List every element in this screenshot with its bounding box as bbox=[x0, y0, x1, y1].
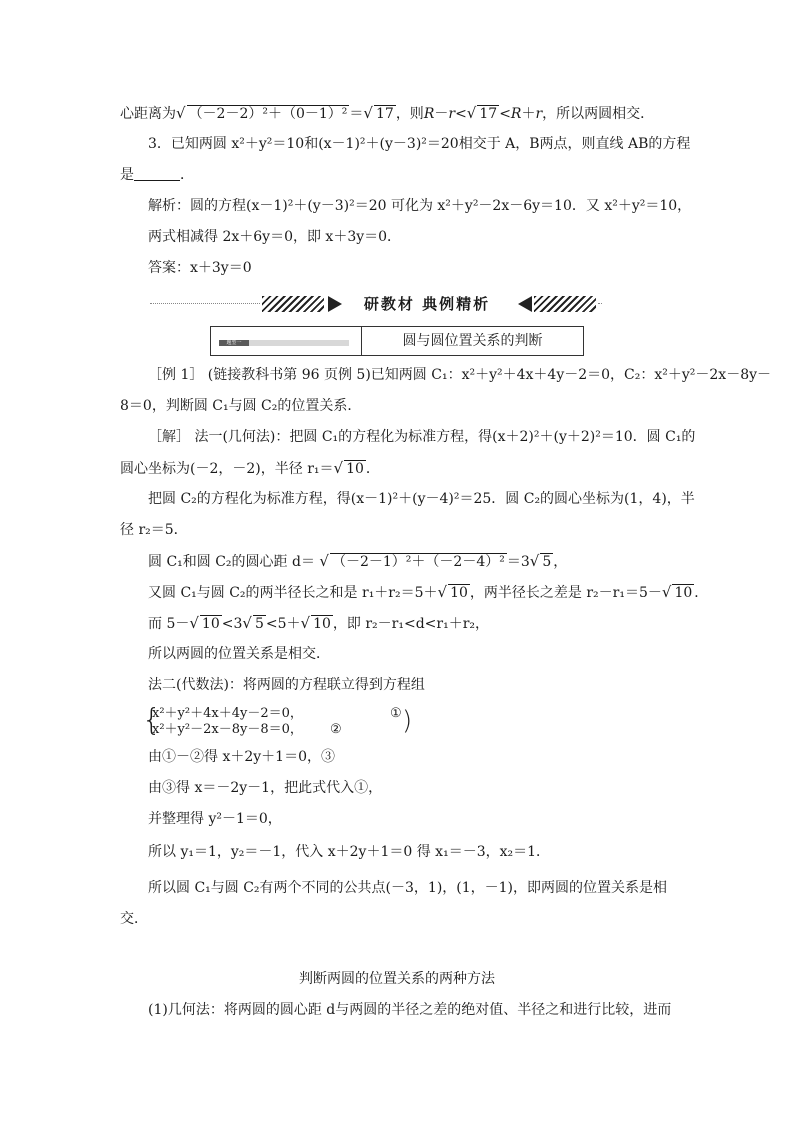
radical: 10 bbox=[450, 585, 468, 601]
problem-3-line-1: 3．已知两圆 x²＋y²＝10和(x－1)²＋(y－3)²＝20相交于 A，B两点，则直线 AB的方程 bbox=[148, 136, 691, 152]
solution-line-15: 交． bbox=[120, 911, 148, 927]
topic-tag: 题型一 bbox=[219, 340, 349, 346]
radical: 10 bbox=[313, 616, 331, 632]
text-line-1: 心距离为√ （－2－2）²＋（0－1）² ＝√ 17 ，则R－r<√ 17 <R＋r，所以两圆相交． bbox=[120, 104, 655, 122]
radical: 5 bbox=[254, 616, 264, 632]
section-banner bbox=[150, 292, 602, 316]
solution-line-5: 圆 C₁和圆 C₂的圆心距 d＝ √ （－2－1）²＋（－2－4）² ＝3√ 5 ， bbox=[148, 552, 568, 570]
method-line-1: (1)几何法：将两圆的圆心距 d与两圆的半径之差的绝对值、半径之和进行比较，进而 bbox=[148, 1002, 672, 1018]
radical: 17 bbox=[479, 106, 498, 122]
solution-line-12: 并整理得 y²－1＝0， bbox=[148, 811, 282, 827]
banner-arrow-right-icon bbox=[518, 296, 532, 312]
system-eq-2: x²＋y²－2x－8y－8＝0， bbox=[152, 722, 303, 737]
banner-arrow-left-icon bbox=[328, 296, 342, 312]
banner-title: 研教材 典例精析 bbox=[363, 295, 491, 313]
solution-line-7: 而 5－√ 10 <3√ 5 <5＋√ 10 ，即 r₂－r₁<d<r₁＋r₂， bbox=[148, 614, 489, 632]
banner-stripes-right bbox=[534, 296, 596, 312]
radical: 17 bbox=[375, 106, 394, 122]
system-left-brace: { bbox=[142, 703, 162, 738]
dotted-rule-left bbox=[150, 303, 260, 304]
example-line-1: ［例 1］ (链接教科书第 96 页例 5)已知两圆 C₁：x²＋y²＋4x＋4y－2＝0，C₂：x²＋y²－2x－8y－ bbox=[148, 367, 772, 383]
solution-line-11: 由③得 x＝－2y－1，把此式代入①， bbox=[148, 780, 383, 796]
analysis-line-2: 两式相减得 2x＋6y＝0，即 x＋3y＝0． bbox=[148, 229, 402, 245]
system-eq-1: x²＋y²＋4x＋4y－2＝0， bbox=[152, 706, 303, 721]
system-eq-2-number: ② bbox=[330, 722, 342, 737]
problem-3-line-2: 是 ． bbox=[120, 167, 194, 183]
example-line-2: 8＝0，判断圆 C₁与圆 C₂的位置关系． bbox=[120, 398, 362, 414]
topic-title: 圆与圆位置关系的判断 bbox=[402, 333, 543, 349]
solution-line-9: 法二(代数法)：将两圆的方程联立得到方程组 bbox=[148, 677, 425, 693]
solution-line-2: 圆心坐标为(－2，－2)，半径 r₁＝√ 10 ． bbox=[120, 459, 380, 477]
radical: 10 bbox=[201, 616, 220, 632]
topic-box bbox=[210, 326, 584, 356]
radical: 5 bbox=[542, 554, 552, 570]
solution-line-14: 所以圆 C₁与圆 C₂有两个不同的公共点(－3，1)，(1，－1)，即两圆的位置关系是相 bbox=[148, 880, 668, 896]
analysis-line-1: 解析：圆的方程(x－1)²＋(y－3)²＝20 可化为 x²＋y²－2x－6y＝10．又 x²＋y²＝10， bbox=[148, 198, 692, 214]
solution-line-1: ［解］ 法一(几何法)：把圆 C₁的方程化为标准方程，得(x＋2)²＋(y＋2)²＝10．圆 C₁的 bbox=[148, 429, 696, 445]
radical: （－2－2）²＋（0－1）² bbox=[188, 106, 348, 122]
dotted-rule-right bbox=[598, 303, 602, 304]
solution-line-6: 又圆 C₁与圆 C₂的两半径长之和是 r₁＋r₂＝5＋√ 10 ，两半径长之差是 r₂－r₁＝5－√ 10 ． bbox=[148, 583, 709, 601]
banner-stripes-left bbox=[262, 296, 324, 312]
method-heading: 判断两圆的位置关系的两种方法 bbox=[299, 971, 495, 987]
solution-line-8: 所以两圆的位置关系是相交． bbox=[148, 646, 330, 662]
radical: （－2－1）²＋（－2－4）² bbox=[331, 554, 505, 570]
system-eq-1-number: ① bbox=[390, 706, 402, 721]
solution-line-10: 由①－②得 x＋2y＋1＝0，③ bbox=[148, 749, 335, 765]
radical: 10 bbox=[346, 461, 364, 477]
system-right-paren: ) bbox=[402, 706, 413, 736]
answer-line: 答案：x＋3y＝0 bbox=[148, 260, 252, 276]
answer-blank bbox=[134, 166, 180, 181]
radical: 10 bbox=[674, 585, 693, 601]
solution-line-3: 把圆 C₂的方程化为标准方程，得(x－1)²＋(y－4)²＝25．圆 C₂的圆心坐标为(1，4)，半 bbox=[148, 491, 695, 507]
solution-line-4: 径 r₂＝5． bbox=[120, 522, 188, 538]
solution-line-13: 所以 y₁＝1，y₂＝－1，代入 x＋2y＋1＝0 得 x₁＝－3，x₂＝1． bbox=[148, 844, 551, 860]
